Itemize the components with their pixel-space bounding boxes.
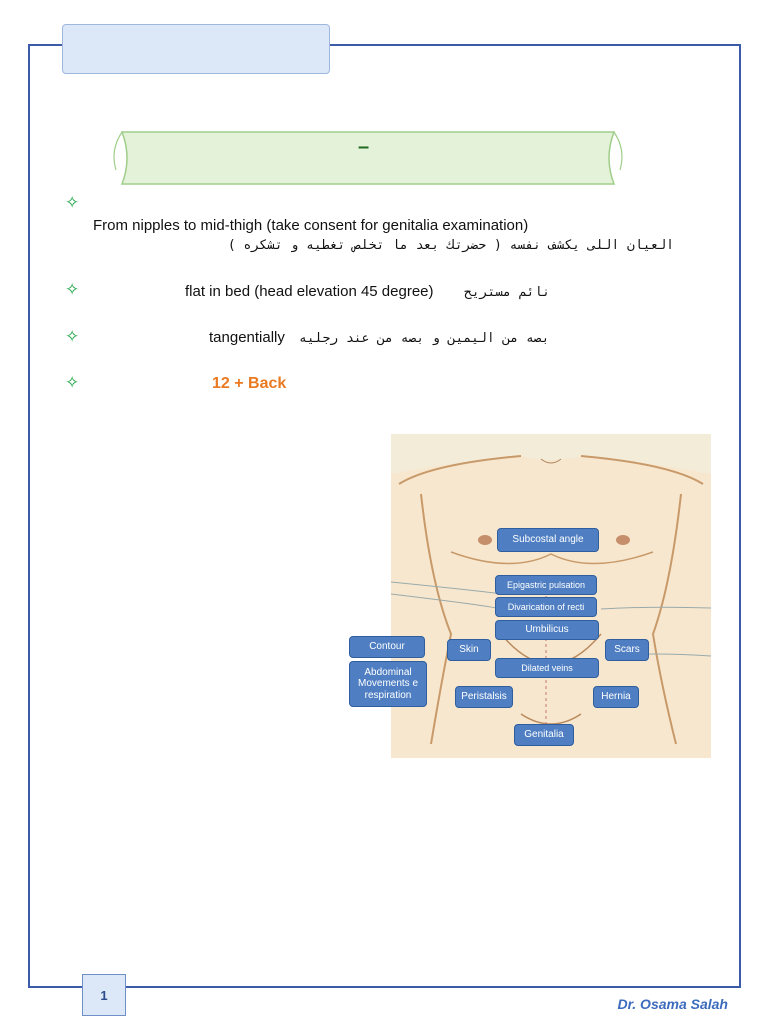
item-3-english: tangentially: [209, 329, 285, 346]
label-contour: Contour: [349, 636, 425, 658]
item-2-english: flat in bed (head elevation 45 degree): [185, 283, 434, 300]
author-name: Dr. Osama Salah: [617, 996, 728, 1012]
four-point-star-icon: ✧: [65, 280, 80, 300]
label-umbilicus: Umbilicus: [495, 620, 599, 640]
label-peristalsis: Peristalsis: [455, 686, 513, 708]
item-2-arabic: نائم مستريح: [464, 285, 551, 300]
label-genitalia: Genitalia: [514, 724, 574, 746]
header-tab: [62, 24, 330, 74]
item-1-arabic: العيان اللى يكشف نفسه ( حضرتك بعد ما تخلص تغطيه و تشكره ): [227, 238, 674, 253]
item-3-arabic: بصه من اليمين و بصه من عند رجليه: [299, 331, 550, 346]
four-point-star-icon: ✧: [65, 373, 80, 393]
label-subcostal-angle: Subcostal angle: [497, 528, 599, 552]
title-banner: [108, 130, 628, 186]
label-scars: Scars: [605, 639, 649, 661]
label-divarication-of-recti: Divarication of recti: [495, 597, 597, 617]
item-4-highlight: 12 + Back: [212, 375, 287, 392]
label-hernia: Hernia: [593, 686, 639, 708]
item-1-english: From nipples to mid-thigh (take consent for genitalia examination): [93, 217, 529, 234]
label-dilated-veins: Dilated veins: [495, 658, 599, 678]
four-point-star-icon: ✧: [65, 327, 80, 347]
abdomen-diagram: [391, 434, 711, 758]
label-abdominal-movements: Abdominal Movements e respiration: [349, 661, 427, 707]
page-number: 1: [82, 974, 126, 1016]
banner-dash: –: [358, 136, 370, 158]
label-skin: Skin: [447, 639, 491, 661]
four-point-star-icon: ✧: [65, 193, 80, 213]
label-epigastric-pulsation: Epigastric pulsation: [495, 575, 597, 595]
